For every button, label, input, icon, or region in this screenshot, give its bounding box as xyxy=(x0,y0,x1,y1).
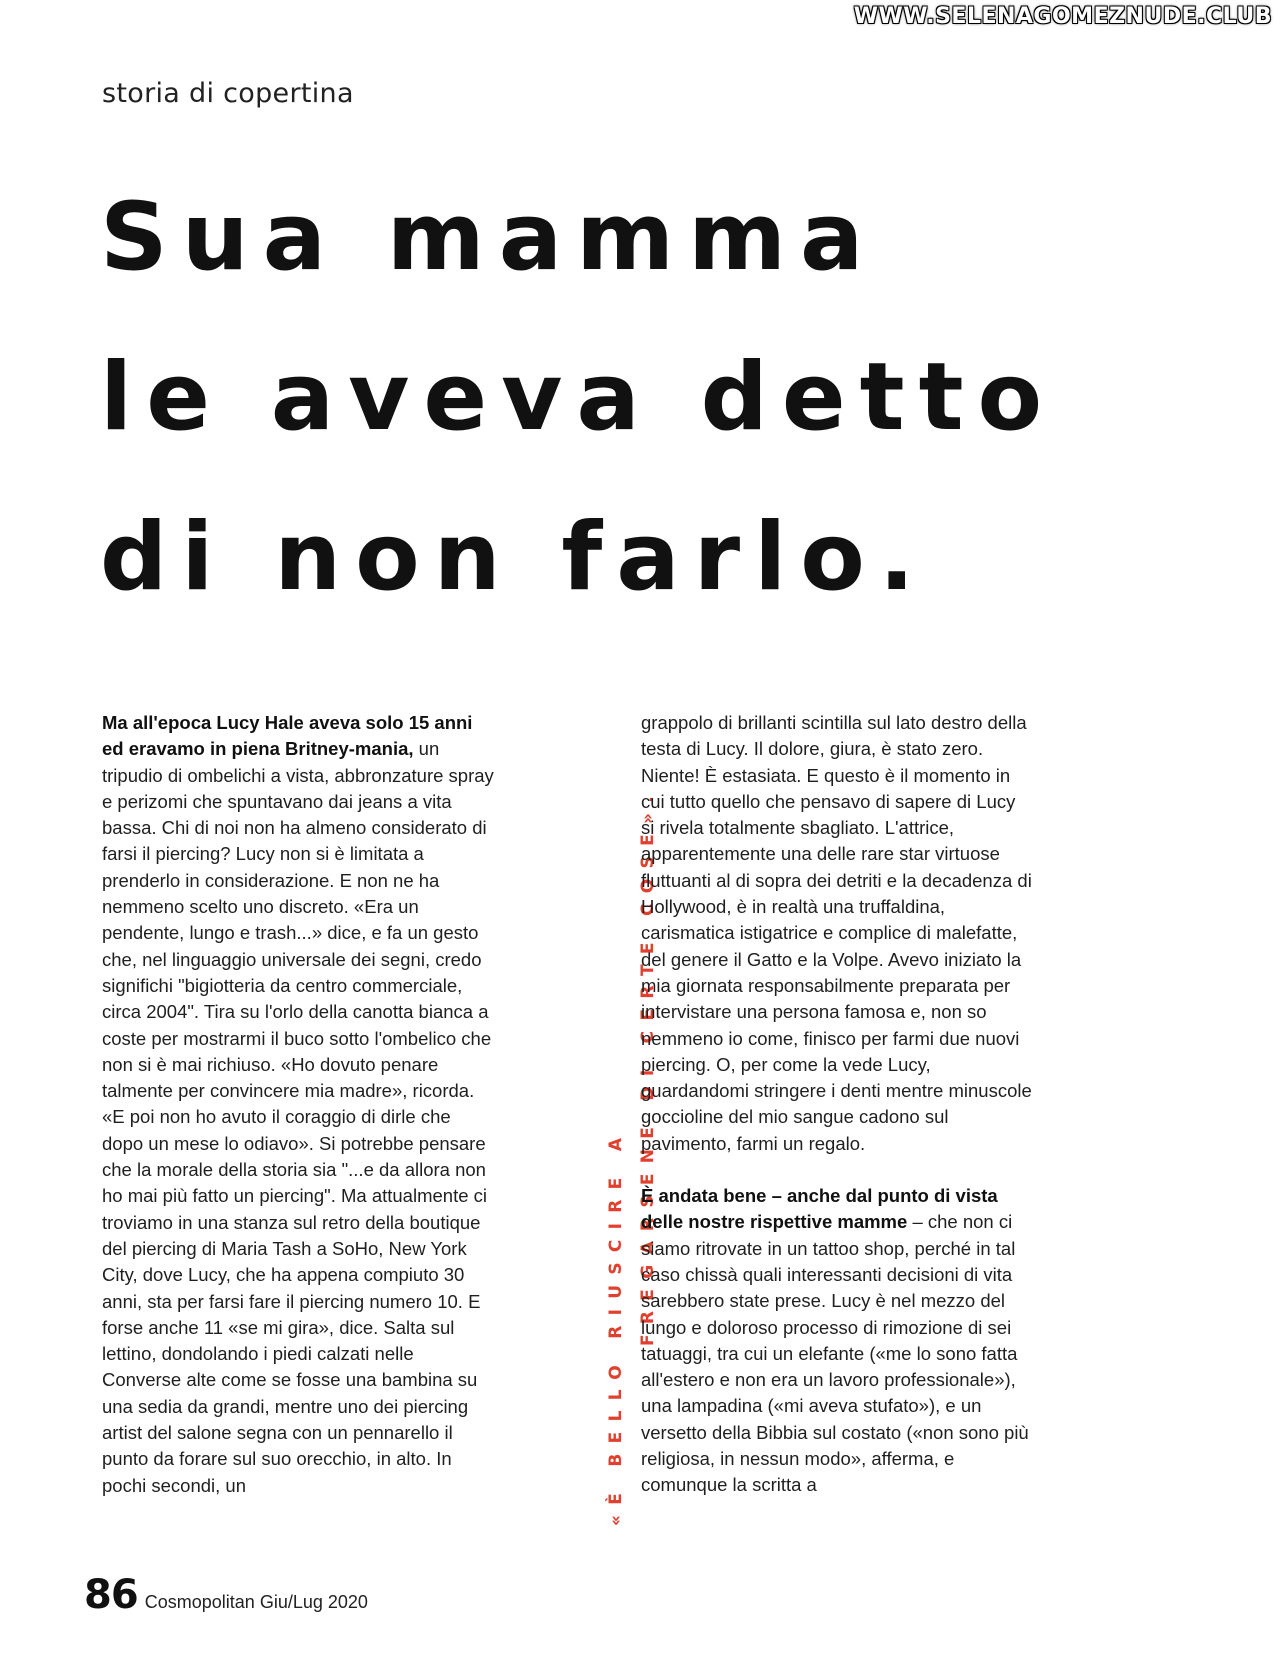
article-paragraph xyxy=(641,1183,1033,1499)
section-kicker: storia di copertina xyxy=(102,78,354,109)
article-paragraph xyxy=(102,710,494,1499)
page-number: 86 xyxy=(84,1572,138,1618)
pull-quote-line-1: «È BELLO RIUSCIRE A xyxy=(606,1127,626,1526)
watermark: WWW.SELENAGOMEZNUDE.CLUB xyxy=(853,4,1272,29)
headline-line-2: le aveva detto xyxy=(100,343,1057,452)
lead-in: È andata bene – anche dal punto di vista delle nostre rispettive mamme xyxy=(641,1185,998,1233)
headline-line-3: di non farlo. xyxy=(100,503,929,612)
article-column-right xyxy=(641,710,1033,1499)
paragraph-text: un tripudio di ombelichi a vista, abbronzature spray e perizomi che spuntavano dai jeans a vita bassa. Chi di noi non ha almeno considerato di farsi il piercing? Lucy non si è limitata a prenderlo in considerazione. E non ne ha nemmeno scelto uno discreto. «Era un pendente, lungo e trash...» dice, e fa un gesto che, nel linguaggio universale dei segni, credo significhi "bigiotteria da centro commerciale, circa 2004". Tira su l'orlo della canotta bianca a coste per mostrarmi il buco sotto l'ombelico che non si è mai richiuso. «Ho dovuto penare talmente per convincere mia madre», ricorda. «E poi non ho avuto il coraggio di dirle che dopo un mese lo odiavo». Si potrebbe pensare che la morale della storia sia "...e da allora non ho mai più fatto un piercing". Ma attualmente ci troviamo in una stanza sul retro della boutique del piercing di Maria Tash a SoHo, New York City, dove Lucy, che ha appena compiuto 30 anni, sta per farsi fare il piercing numero 10. E forse anche 11 «se mi gira», dice. Salta sul lettino, dondolando i piedi calzati nelle Converse alte come se fosse una bambina su una sedia da grandi, mentre uno dei piercing artist del salone segna con un pennarello il punto da forare sul suo orecchio, in alto. In pochi secondi, un xyxy=(102,738,494,1496)
lead-in: Ma all'epoca Lucy Hale aveva solo 15 anni ed eravamo in piena Britney-mania, xyxy=(102,712,473,760)
headline xyxy=(100,158,1056,638)
article-column-left xyxy=(102,710,494,1499)
article-paragraph: grappolo di brillanti scintilla sul lato destro della testa di Lucy. Il dolore, giura, è stato zero. Niente! È estasiata. E questo è il momento in cui tutto quello che pensavo di sapere di Lucy si rivela totalmente sbagliato. L'attrice, apparentemente una delle rare star virtuose fluttuanti al di sopra dei detriti e la decadenza di Hollywood, è in realtà una truffaldina, carismatica istigatrice e complice di malefatte, del genere il Gatto e la Volpe. Avevo iniziato la mia giornata responsabilmente preparata per intervistare una persona famosa e, non so nemmeno io come, finisco per farmi due nuovi piercing. O, per come la vede Lucy, guardandomi stringere i denti mentre minuscole goccioline del mio sangue cadono sul pavimento, farmi un regalo. xyxy=(641,712,1032,1154)
page-footer xyxy=(84,1572,368,1618)
pull-quote-line-2: FREGARSENE DI CERTE COSE». xyxy=(638,785,658,1346)
headline-line-1: Sua mamma xyxy=(100,183,878,292)
magazine-issue: Cosmopolitan Giu/Lug 2020 xyxy=(144,1592,368,1612)
paragraph-text: – che non ci siamo ritrovate in un tattoo shop, perché in tal caso chissà quali interessanti decisioni di vita sarebbero state prese. Lucy è nel mezzo del lungo e doloroso processo di rimozione di sei tatuaggi, tra cui un elefante («me lo sono fatta all'estero e non era un lavoro professionale»), una lampadina («mi aveva stufato»), e un versetto della Bibbia sul costato («non sono più religiosa, in nessun modo», afferma, e comunque la scritta a xyxy=(641,1211,1029,1496)
